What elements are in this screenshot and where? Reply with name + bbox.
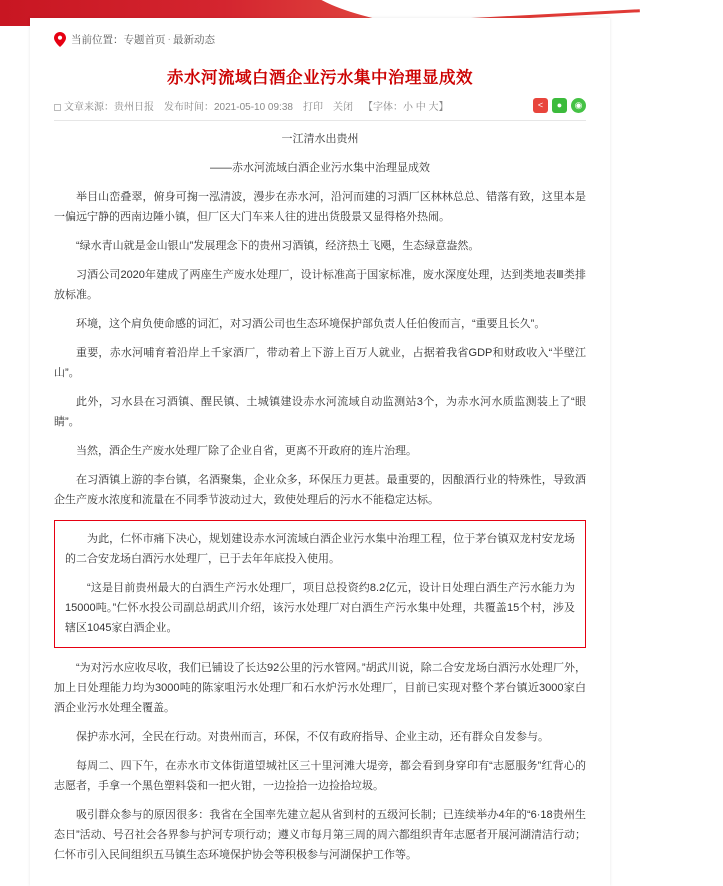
article-paragraph: 举目山峦叠翠，俯身可掬一泓清波，漫步在赤水河，沿河而建的习酒厂区林林总总、错落有致，这里本是一偏远宁静的西南边陲小镇，但厂区大门车来人往的进出货殷景又显得格外热闹。: [54, 191, 586, 223]
article-paragraph: 习酒公司2020年建成了两座生产废水处理厂，设计标准高于国家标准，废水深度处理，达到类地表Ⅲ类排放标准。: [54, 269, 586, 301]
article-subtitle-1: 一江清水出贵州: [281, 133, 359, 145]
doc-icon: [54, 104, 61, 111]
meta-publish: [164, 98, 293, 113]
print-button[interactable]: 打印: [302, 102, 323, 113]
share-controls: [533, 98, 586, 113]
breadcrumb-item-home[interactable]: 专题首页: [123, 33, 166, 46]
highlighted-excerpt: [54, 520, 586, 648]
location-pin-icon: [54, 32, 66, 47]
wechat-moments-icon[interactable]: ◉: [571, 98, 586, 113]
meta-source-label: 文章来源：: [64, 102, 114, 113]
close-button[interactable]: 关闭: [332, 102, 353, 113]
meta-source-value: 贵州日报: [114, 102, 154, 113]
article-paragraph: 在习酒镇上游的李台镇，名酒聚集，企业众多，环保压力更甚。最重要的，因酿酒行业的特殊性，导致酒企生产废水浓度和流量在不同季节波动过大，致使处理后的污水不能稳定达标。: [54, 474, 586, 506]
article-body: [54, 121, 586, 865]
fontsize-large-button[interactable]: 大: [428, 102, 439, 113]
article-paragraph: “为对污水应收尽收，我们已铺设了长达92公里的污水管网。”胡武川说，除二合安龙场白酒污水处理厂外，加上日处理能力均为3000吨的陈家咀污水处理厂和石水炉污水处理厂，目前已实现对整个茅台镇近3000家白酒企业污水处理全覆盖。: [54, 662, 586, 714]
meta-publish-value: 2021-05-10 09:38: [214, 102, 293, 113]
article-paragraph: 环境，这个肩负使命感的词汇，对习酒公司也生态环境保护部负责人任伯俊而言，“重要且长久”。: [76, 318, 546, 330]
fontsize-small-button[interactable]: 小: [402, 102, 413, 113]
fontsize-end: 】: [438, 102, 449, 113]
fontsize-label: 【字体：: [362, 102, 403, 113]
fontsize-control: [363, 98, 449, 113]
article-paragraph: 每周二、四下午，在赤水市文体街道望城社区三十里河滩大堤旁，都会看到身穿印有“志愿服务”红背心的志愿者，手拿一个黑色塑料袋和一把火钳，一边捡拾一边捡拾垃圾。: [54, 760, 586, 792]
article-subtitle-2: ——赤水河流域白酒企业污水集中治理显成效: [210, 162, 430, 174]
article-paragraph: 重要，赤水河哺育着沿岸上千家酒厂，带动着上下游上百万人就业，占据着我省GDP和财政收入“半壁江山”。: [54, 347, 586, 379]
breadcrumb-label: 当前位置：: [71, 33, 124, 46]
breadcrumb-separator: ·: [167, 33, 171, 45]
breadcrumb-item-news[interactable]: 最新动态: [173, 33, 215, 46]
meta-publish-label: 发布时间：: [164, 102, 214, 113]
article-paragraph: 此外，习水县在习酒镇、醒民镇、土城镇建设赤水河流域自动监测站3个，为赤水河水质监测装上了“眼睛”。: [54, 396, 586, 428]
meta-source: [54, 98, 154, 113]
article-paragraph: “绿水青山就是金山银山”发展理念下的贵州习酒镇，经济热土飞飓，生态绿意盎然。: [76, 240, 480, 252]
article-paragraph-highlighted: 为此，仁怀市痛下决心，规划建设赤水河流域白酒企业污水集中治理工程，位于茅台镇双龙村安龙场的二合安龙场白酒污水处理厂，已于去年年底投入使用。: [65, 533, 575, 565]
wechat-icon[interactable]: ●: [552, 98, 567, 113]
article-paragraph-highlighted: “这是目前贵州最大的白酒生产污水处理厂，项目总投资约8.2亿元，设计日处理白酒生产污水能力为15000吨。”仁怀水投公司副总胡武川介绍，该污水处理厂对白酒生产污水集中处理，共覆盖15个村，涉及辖区1045家白酒企业。: [65, 582, 575, 634]
fontsize-medium-button[interactable]: 中: [415, 102, 426, 113]
article-card: [30, 18, 610, 886]
breadcrumb: [54, 28, 586, 50]
article-paragraph: 当然，酒企生产废水处理厂除了企业自省，更离不开政府的连片治理。: [76, 445, 417, 457]
article-paragraph: 保护赤水河，全民在行动。对贵州而言，环保，不仅有政府指导、企业主动，还有群众自发参与。: [76, 731, 549, 743]
article-paragraph: 吸引群众参与的原因很多：我省在全国率先建立起从省到村的五级河长制；已连续举办4年的“6·18贵州生态日”活动、号召社会各界参与护河专项行动；遵义市每月第三周的周六都组织青年志愿者开展河湖清洁行动；仁怀市引入民间组织五马镇生态环境保护协会等积极参与河湖保护工作等。: [54, 809, 586, 861]
share-icon[interactable]: <: [533, 98, 548, 113]
page-title: 赤水河流域白酒企业污水集中治理显成效: [167, 68, 473, 87]
article-meta: [54, 98, 586, 121]
